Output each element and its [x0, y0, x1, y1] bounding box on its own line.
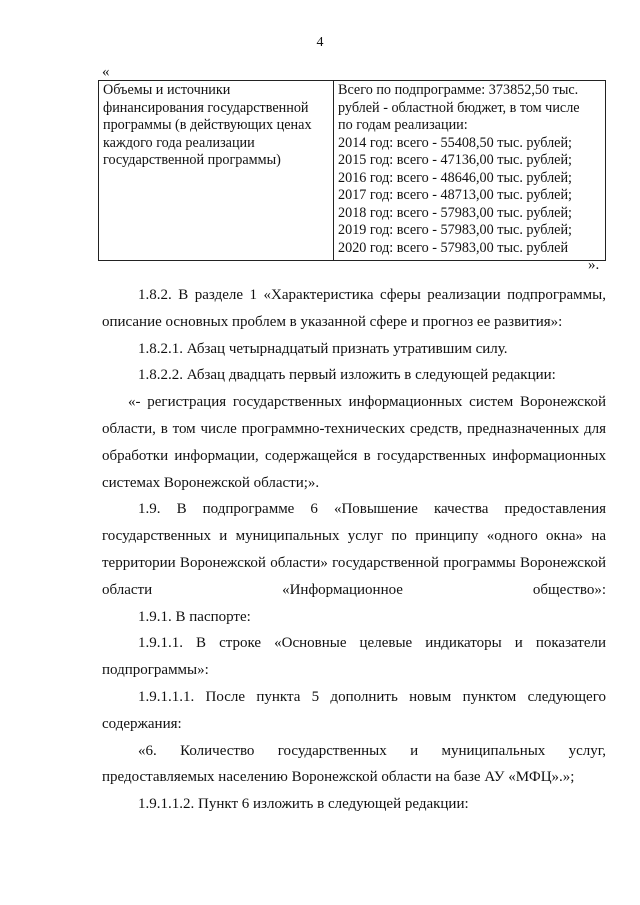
value-line: 2018 год: всего - 57983,00 тыс. рублей;	[338, 204, 573, 221]
value-line: 2020 год: всего - 57983,00 тыс. рублей	[338, 239, 569, 256]
financing-table	[98, 80, 606, 261]
label-line: государственной программы)	[103, 152, 281, 168]
table-value-cell	[334, 81, 606, 261]
value-line: рублей - областной бюджет, в том числе	[338, 99, 580, 116]
label-line: каждого года реализации	[103, 134, 255, 151]
closing-quote-mark: ».	[588, 257, 600, 273]
quoted-paragraph-registration: «- регистрация государственных информационных систем Воронежской области, в том числе программно-технических средств, предназначенных для обработки информации, содержащейся в государственных информационных системах Воронежской области;».	[102, 394, 606, 491]
value-line: 2019 год: всего - 57983,00 тыс. рублей;	[338, 222, 573, 238]
value-line: Всего по подпрограмме: 373852,50 тыс.	[338, 82, 579, 98]
page-number: 4	[316, 35, 324, 50]
paragraph-1-9-1-1: 1.9.1.1. В строке «Основные целевые индикаторы и показатели подпрограммы»:	[102, 635, 606, 679]
value-line: 2016 год: всего - 48646,00 тыс. рублей;	[338, 169, 573, 186]
table-row	[99, 81, 606, 261]
paragraph-1-8-2-2: 1.8.2.2. Абзац двадцать первый изложить в следующей редакции:	[138, 367, 556, 384]
value-line: 2014 год: всего - 55408,50 тыс. рублей;	[338, 134, 573, 151]
quoted-paragraph-item-6: «6. Количество государственных и муниципальных услуг, предоставляемых населению Воронежской области на базе АУ «МФЦ».»;	[102, 742, 606, 786]
paragraph-1-8-2: 1.8.2. В разделе 1 «Характеристика сферы реализации подпрограммы, описание основных проблем в указанной сфере и прогноз ее развития»:	[102, 287, 606, 330]
value-line: по годам реализации:	[338, 117, 468, 133]
paragraph-1-9-1-1-1: 1.9.1.1.1. После пункта 5 дополнить новым пунктом следующего содержания:	[102, 688, 606, 732]
paragraph-1-9-1: 1.9.1. В паспорте:	[138, 608, 251, 625]
value-line: 2015 год: всего - 47136,00 тыс. рублей;	[338, 152, 573, 168]
paragraph-1-9-1-1-2: 1.9.1.1.2. Пункт 6 изложить в следующей редакции:	[138, 796, 469, 813]
paragraph-1-9: 1.9. В подпрограмме 6 «Повышение качества предоставления государственных и муниципальных услуг по принципу «одного окна» на территории Воронежской области» государственной программы Воронежской области «Информационное общество»:	[102, 501, 606, 598]
paragraph-1-8-2-1: 1.8.2.1. Абзац четырнадцатый признать утратившим силу.	[138, 340, 508, 357]
table-label-cell	[99, 81, 334, 261]
label-line: финансирования государственной	[103, 99, 309, 116]
value-line: 2017 год: всего - 48713,00 тыс. рублей;	[338, 187, 573, 203]
label-line: программы (в действующих ценах	[103, 117, 312, 133]
opening-quote-mark: «	[102, 64, 110, 80]
document-body	[102, 282, 606, 818]
label-line: Объемы и источники	[103, 82, 231, 98]
